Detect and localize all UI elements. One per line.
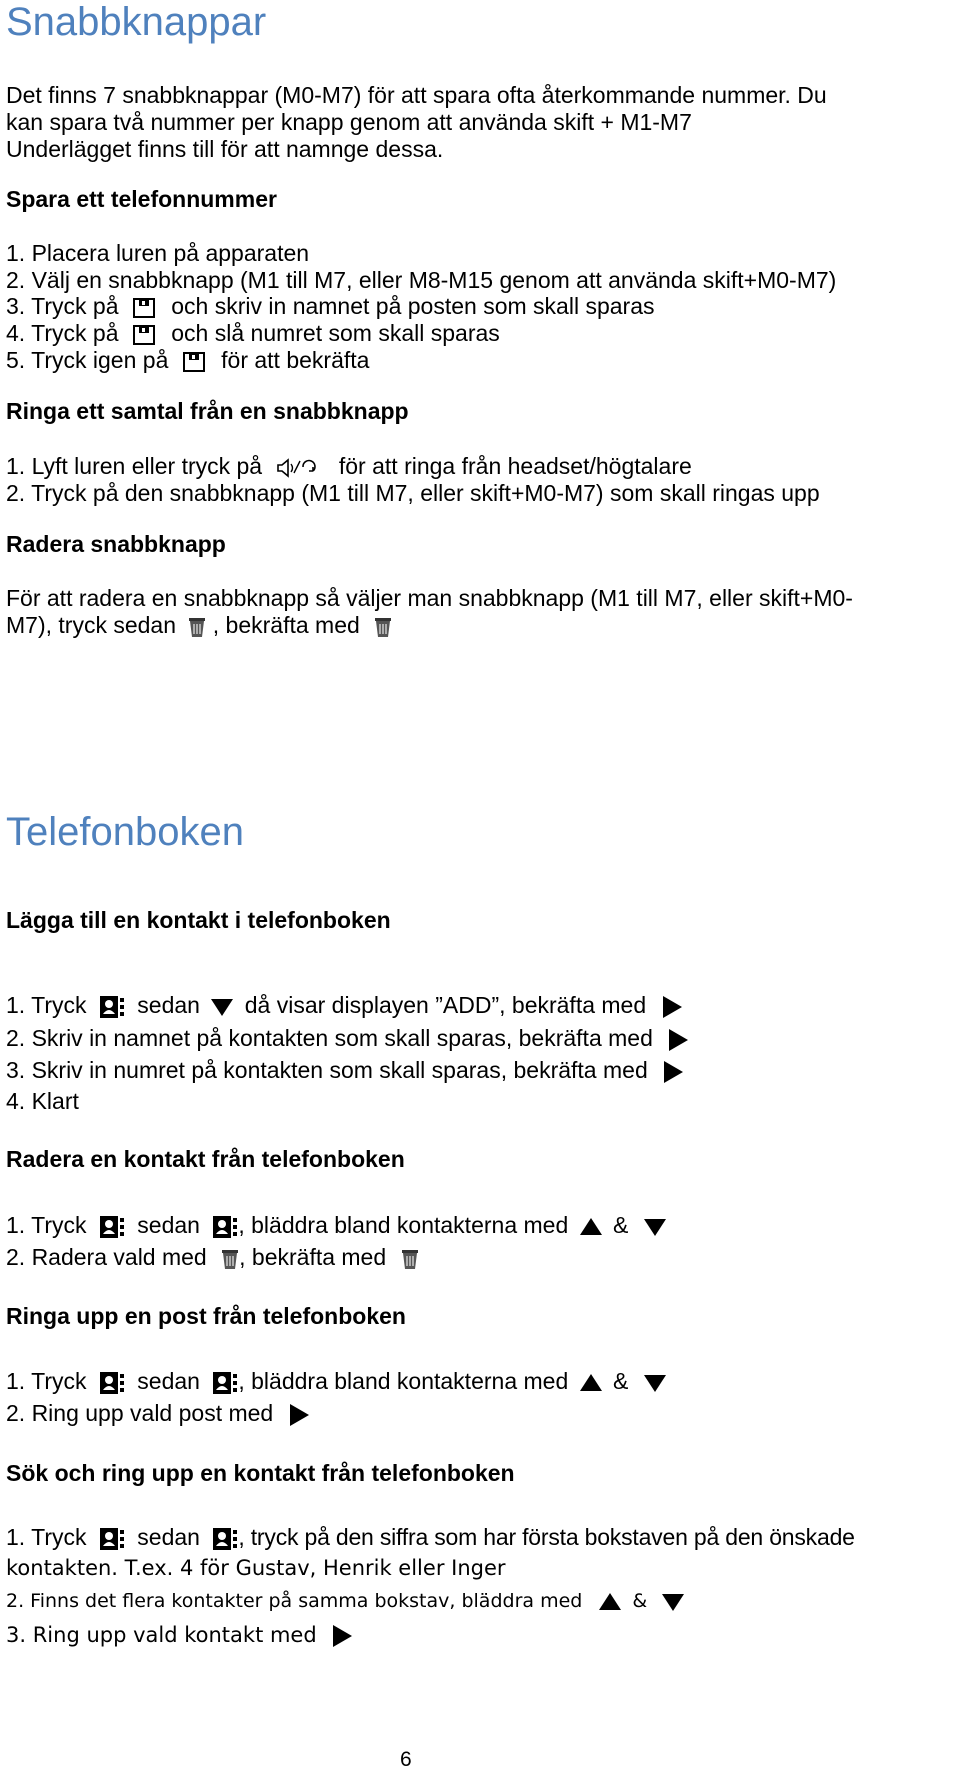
save-step-5	[6, 345, 369, 375]
delete-line-2-text-b: , bekräfta med	[212, 612, 360, 638]
save-step-4	[6, 318, 500, 348]
trash-icon	[221, 1248, 239, 1270]
heading-search-phonebook: Sök och ring upp en kontakt från telefonboken	[6, 1460, 515, 1486]
search-step-1-text-b: sedan	[137, 1524, 200, 1550]
search-step-2-text-a: 2. Finns det flera kontakter på samma bokstav, bläddra med	[6, 1590, 583, 1612]
search-step-1-continued: kontakten. T.ex. 4 för Gustav, Henrik eller Inger	[6, 1556, 506, 1580]
dial-step-1-text-c: , bläddra bland kontakterna med	[238, 1368, 569, 1394]
save-step-3	[6, 291, 655, 321]
add-step-2-text: 2. Skriv in namnet på kontakten som skall sparas, bekräfta med	[6, 1025, 653, 1051]
add-step-3-text: 3. Skriv in numret på kontakten som skall sparas, bekräfta med	[6, 1057, 648, 1083]
trash-icon	[401, 1248, 419, 1270]
heading-delete-contact: Radera en kontakt från telefonboken	[6, 1146, 405, 1172]
intro-line-2: kan spara två nummer per knapp genom att använda skift + M1-M7	[6, 109, 692, 135]
phonebook-icon	[99, 1371, 125, 1395]
heading-add-contact: Lägga till en kontakt i telefonboken	[6, 907, 391, 933]
remove-step-1	[6, 1210, 667, 1240]
save-step-5-text-b: för att bekräfta	[221, 347, 370, 373]
heading-dial-from-phonebook: Ringa upp en post från telefonboken	[6, 1303, 406, 1329]
search-step-3	[6, 1620, 353, 1650]
heading-save-number: Spara ett telefonnummer	[6, 186, 277, 212]
floppy-save-icon	[133, 325, 155, 345]
save-step-2: 2. Välj en snabbknapp (M1 till M7, eller M8-M15 genom att använda skift+M0-M7)	[6, 267, 837, 293]
heading-call-speed-dial: Ringa ett samtal från en snabbknapp	[6, 398, 409, 424]
add-step-4: 4. Klart	[6, 1088, 79, 1114]
dial-step-1-text-d: &	[613, 1368, 629, 1394]
search-step-2-text-b: &	[632, 1590, 648, 1612]
arrow-up-icon	[598, 1592, 622, 1612]
trash-icon	[374, 616, 392, 638]
intro-line-3: Underlägget finns till för att namnge dessa.	[6, 136, 444, 162]
section-title-snabbknappar: Snabbknappar	[6, 0, 267, 44]
intro-line-1: Det finns 7 snabbknappar (M0-M7) för att spara ofta återkommande nummer. Du	[6, 82, 827, 108]
arrow-down-icon	[661, 1592, 685, 1612]
remove-step-2	[6, 1242, 419, 1272]
remove-step-1-text-b: sedan	[137, 1212, 200, 1238]
save-step-4-text-b: och slå numret som skall sparas	[171, 320, 500, 346]
phonebook-icon	[212, 1527, 238, 1551]
dial-step-1-text-a: 1. Tryck	[6, 1368, 87, 1394]
search-step-1	[6, 1522, 855, 1552]
add-step-2	[6, 1023, 689, 1053]
call-step-2: 2. Tryck på den snabbknapp (M1 till M7, eller skift+M0-M7) som skall ringas upp	[6, 480, 820, 506]
add-step-1	[6, 990, 683, 1020]
dial-step-2-text: 2. Ring upp vald post med	[6, 1400, 274, 1426]
arrow-right-icon	[667, 1028, 689, 1052]
arrow-right-icon	[331, 1624, 353, 1648]
add-step-1-text-a: 1. Tryck	[6, 992, 87, 1018]
arrow-right-icon	[661, 995, 683, 1019]
dial-step-1-text-b: sedan	[137, 1368, 200, 1394]
phonebook-icon	[99, 995, 125, 1019]
arrow-up-icon	[579, 1373, 603, 1393]
save-step-1: 1. Placera luren på apparaten	[6, 240, 310, 266]
arrow-up-icon	[579, 1217, 603, 1237]
add-step-3	[6, 1055, 684, 1085]
save-step-5-text-a: 5. Tryck igen på	[6, 347, 169, 373]
add-step-1-text-c: då visar displayen ”ADD”, bekräfta med	[244, 992, 647, 1018]
save-step-4-text-a: 4. Tryck på	[6, 320, 119, 346]
speaker-headset-icon	[276, 457, 322, 479]
floppy-save-icon	[183, 352, 205, 372]
page-number: 6	[400, 1748, 412, 1771]
search-step-3-text: 3. Ring upp vald kontakt med	[6, 1623, 317, 1647]
save-step-3-text-a: 3. Tryck på	[6, 293, 119, 319]
trash-icon	[188, 616, 206, 638]
search-step-2	[6, 1586, 685, 1616]
phonebook-icon	[212, 1215, 238, 1239]
call-step-1-text-a: 1. Lyft luren eller tryck på	[6, 453, 263, 479]
delete-line-2-text-a: M7), tryck sedan	[6, 612, 176, 638]
arrow-down-icon	[643, 1217, 667, 1237]
arrow-down-icon	[643, 1373, 667, 1393]
remove-step-1-text-d: &	[613, 1212, 629, 1238]
floppy-save-icon	[133, 298, 155, 318]
search-step-1-text-c: , tryck på den siffra som har första bokstaven på den önskade	[238, 1524, 855, 1550]
arrow-right-icon	[288, 1403, 310, 1427]
heading-delete-speed-dial: Radera snabbknapp	[6, 531, 226, 557]
arrow-right-icon	[662, 1060, 684, 1084]
arrow-down-icon	[210, 997, 234, 1017]
call-step-1	[6, 451, 692, 481]
add-step-1-text-b: sedan	[137, 992, 200, 1018]
save-step-3-text-b: och skriv in namnet på posten som skall sparas	[171, 293, 655, 319]
search-step-1-text-a: 1. Tryck	[6, 1524, 87, 1550]
phonebook-icon	[212, 1371, 238, 1395]
delete-line-1: För att radera en snabbknapp så väljer man snabbknapp (M1 till M7, eller skift+M0-	[6, 585, 853, 611]
remove-step-1-text-a: 1. Tryck	[6, 1212, 87, 1238]
dial-step-1	[6, 1366, 667, 1396]
remove-step-1-text-c: , bläddra bland kontakterna med	[238, 1212, 569, 1238]
delete-line-2	[6, 610, 392, 640]
call-step-1-text-b: för att ringa från headset/högtalare	[338, 453, 692, 479]
remove-step-2-text-a: 2. Radera vald med	[6, 1244, 207, 1270]
phonebook-icon	[99, 1215, 125, 1239]
remove-step-2-text-b: , bekräfta med	[239, 1244, 387, 1270]
dial-step-2	[6, 1398, 310, 1428]
section-title-telefonboken: Telefonboken	[6, 810, 244, 854]
phonebook-icon	[99, 1527, 125, 1551]
